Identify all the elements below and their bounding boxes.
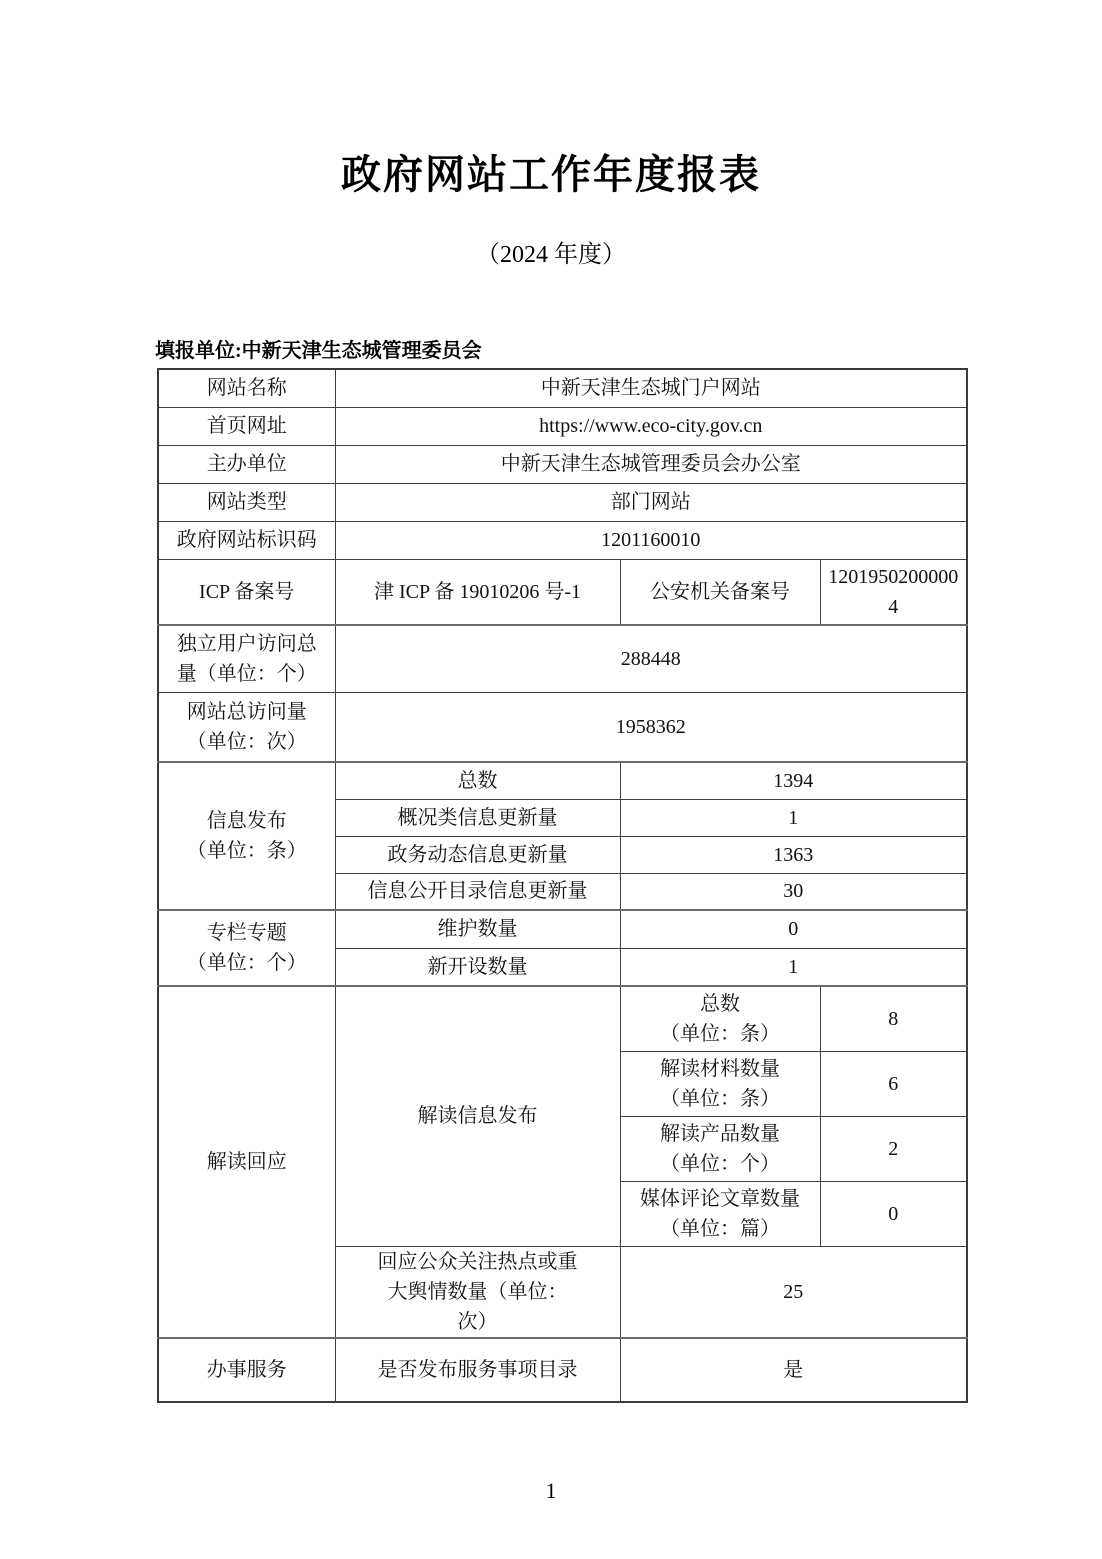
interpretation-materials-value: 6 xyxy=(820,1051,967,1116)
row-website-name xyxy=(158,369,967,407)
columns-maintained-label: 维护数量 xyxy=(335,910,620,948)
website-name-label: 网站名称 xyxy=(158,369,335,407)
service-directory-label: 是否发布服务事项目录 xyxy=(335,1338,620,1402)
overview-updates-value: 1 xyxy=(620,799,967,836)
row-total-visits xyxy=(158,692,967,762)
annual-report-table xyxy=(157,368,968,1403)
row-gov-site-id xyxy=(158,521,967,559)
row-service-directory xyxy=(158,1338,967,1402)
public-response-label-text: 回应公众关注热点或重大舆情数量（单位：次） xyxy=(377,1250,578,1333)
public-response-label xyxy=(335,1246,620,1338)
website-type-value: 部门网站 xyxy=(335,483,967,521)
homepage-url-value: https://www.eco-city.gov.cn xyxy=(335,407,967,445)
disclosure-updates-value: 30 xyxy=(620,873,967,910)
service-directory-value: 是 xyxy=(620,1338,967,1402)
media-commentary-label-line: 媒体评论文章数量 xyxy=(640,1187,800,1210)
unique-visitors-value: 288448 xyxy=(335,625,967,692)
page-number: 1 xyxy=(545,1478,557,1503)
interpretation-products-label-line: 解读产品数量 xyxy=(660,1122,780,1145)
row-interpretation-total xyxy=(158,986,967,1051)
disclosure-updates-label: 信息公开目录信息更新量 xyxy=(335,873,620,910)
website-name-value: 中新天津生态城门户网站 xyxy=(335,369,967,407)
police-filing-label: 公安机关备案号 xyxy=(620,559,820,625)
info-publish-unit-line: （单位：条） xyxy=(186,840,307,862)
unique-visitors-label: 独立用户访问总量（单位：个） xyxy=(158,625,335,692)
gov-site-id-label: 政府网站标识码 xyxy=(158,521,335,559)
media-commentary-value: 0 xyxy=(820,1181,967,1246)
interpretation-total-label-line: 总数 xyxy=(700,992,740,1015)
special-columns-label-line: 专栏专题 xyxy=(206,922,287,944)
info-publish-total-label: 总数 xyxy=(335,762,620,799)
row-unique-visitors xyxy=(158,625,967,692)
info-publish-label-line: 信息发布 xyxy=(206,810,287,832)
document-title: 政府网站工作年度报表 xyxy=(341,152,761,197)
interpretation-products-value: 2 xyxy=(820,1116,967,1181)
special-columns-unit-line: （单位：个） xyxy=(186,952,307,974)
interpretation-total-label xyxy=(620,986,820,1051)
document-subtitle: （2024 年度） xyxy=(476,242,626,268)
interpretation-materials-label-line: 解读材料数量 xyxy=(660,1057,780,1080)
public-response-value: 25 xyxy=(620,1246,967,1338)
info-publish-section-label xyxy=(158,762,335,910)
interpretation-total-value: 8 xyxy=(820,986,967,1051)
row-info-publish-total xyxy=(158,762,967,799)
host-unit-label: 主办单位 xyxy=(158,445,335,483)
icp-filing-value: 津 ICP 备 19010206 号-1 xyxy=(335,559,620,625)
special-columns-section-label xyxy=(158,910,335,986)
interpretation-materials-unit-line: （单位：条） xyxy=(660,1087,780,1110)
row-homepage-url xyxy=(158,407,967,445)
row-website-type xyxy=(158,483,967,521)
homepage-url-label: 首页网址 xyxy=(158,407,335,445)
row-host-unit xyxy=(158,445,967,483)
columns-maintained-value: 0 xyxy=(620,910,967,948)
gov-site-id-value: 1201160010 xyxy=(335,521,967,559)
interpretation-total-unit-line: （单位：条） xyxy=(660,1022,780,1045)
row-columns-maintained xyxy=(158,910,967,948)
overview-updates-label: 概况类信息更新量 xyxy=(335,799,620,836)
columns-new-label: 新开设数量 xyxy=(335,948,620,986)
reporting-unit-heading: 填报单位:中新天津生态城管理委员会 xyxy=(155,340,482,362)
website-type-label: 网站类型 xyxy=(158,483,335,521)
interpretation-products-unit-line: （单位：个） xyxy=(660,1152,780,1175)
total-visits-label: 网站总访问量（单位：次） xyxy=(158,692,335,762)
interpretation-materials-label xyxy=(620,1051,820,1116)
icp-filing-label: ICP 备案号 xyxy=(158,559,335,625)
police-filing-value: 12019502000004 xyxy=(820,559,967,625)
gov-news-updates-value: 1363 xyxy=(620,836,967,873)
media-commentary-label xyxy=(620,1181,820,1246)
host-unit-value: 中新天津生态城管理委员会办公室 xyxy=(335,445,967,483)
interpretation-products-label xyxy=(620,1116,820,1181)
row-icp-filing xyxy=(158,559,967,625)
gov-news-updates-label: 政务动态信息更新量 xyxy=(335,836,620,873)
interpretation-section-label: 解读回应 xyxy=(158,986,335,1338)
interpretation-publish-label: 解读信息发布 xyxy=(335,986,620,1246)
total-visits-value: 1958362 xyxy=(335,692,967,762)
info-publish-total-value: 1394 xyxy=(620,762,967,799)
media-commentary-unit-line: （单位：篇） xyxy=(660,1217,780,1240)
columns-new-value: 1 xyxy=(620,948,967,986)
services-section-label: 办事服务 xyxy=(158,1338,335,1402)
